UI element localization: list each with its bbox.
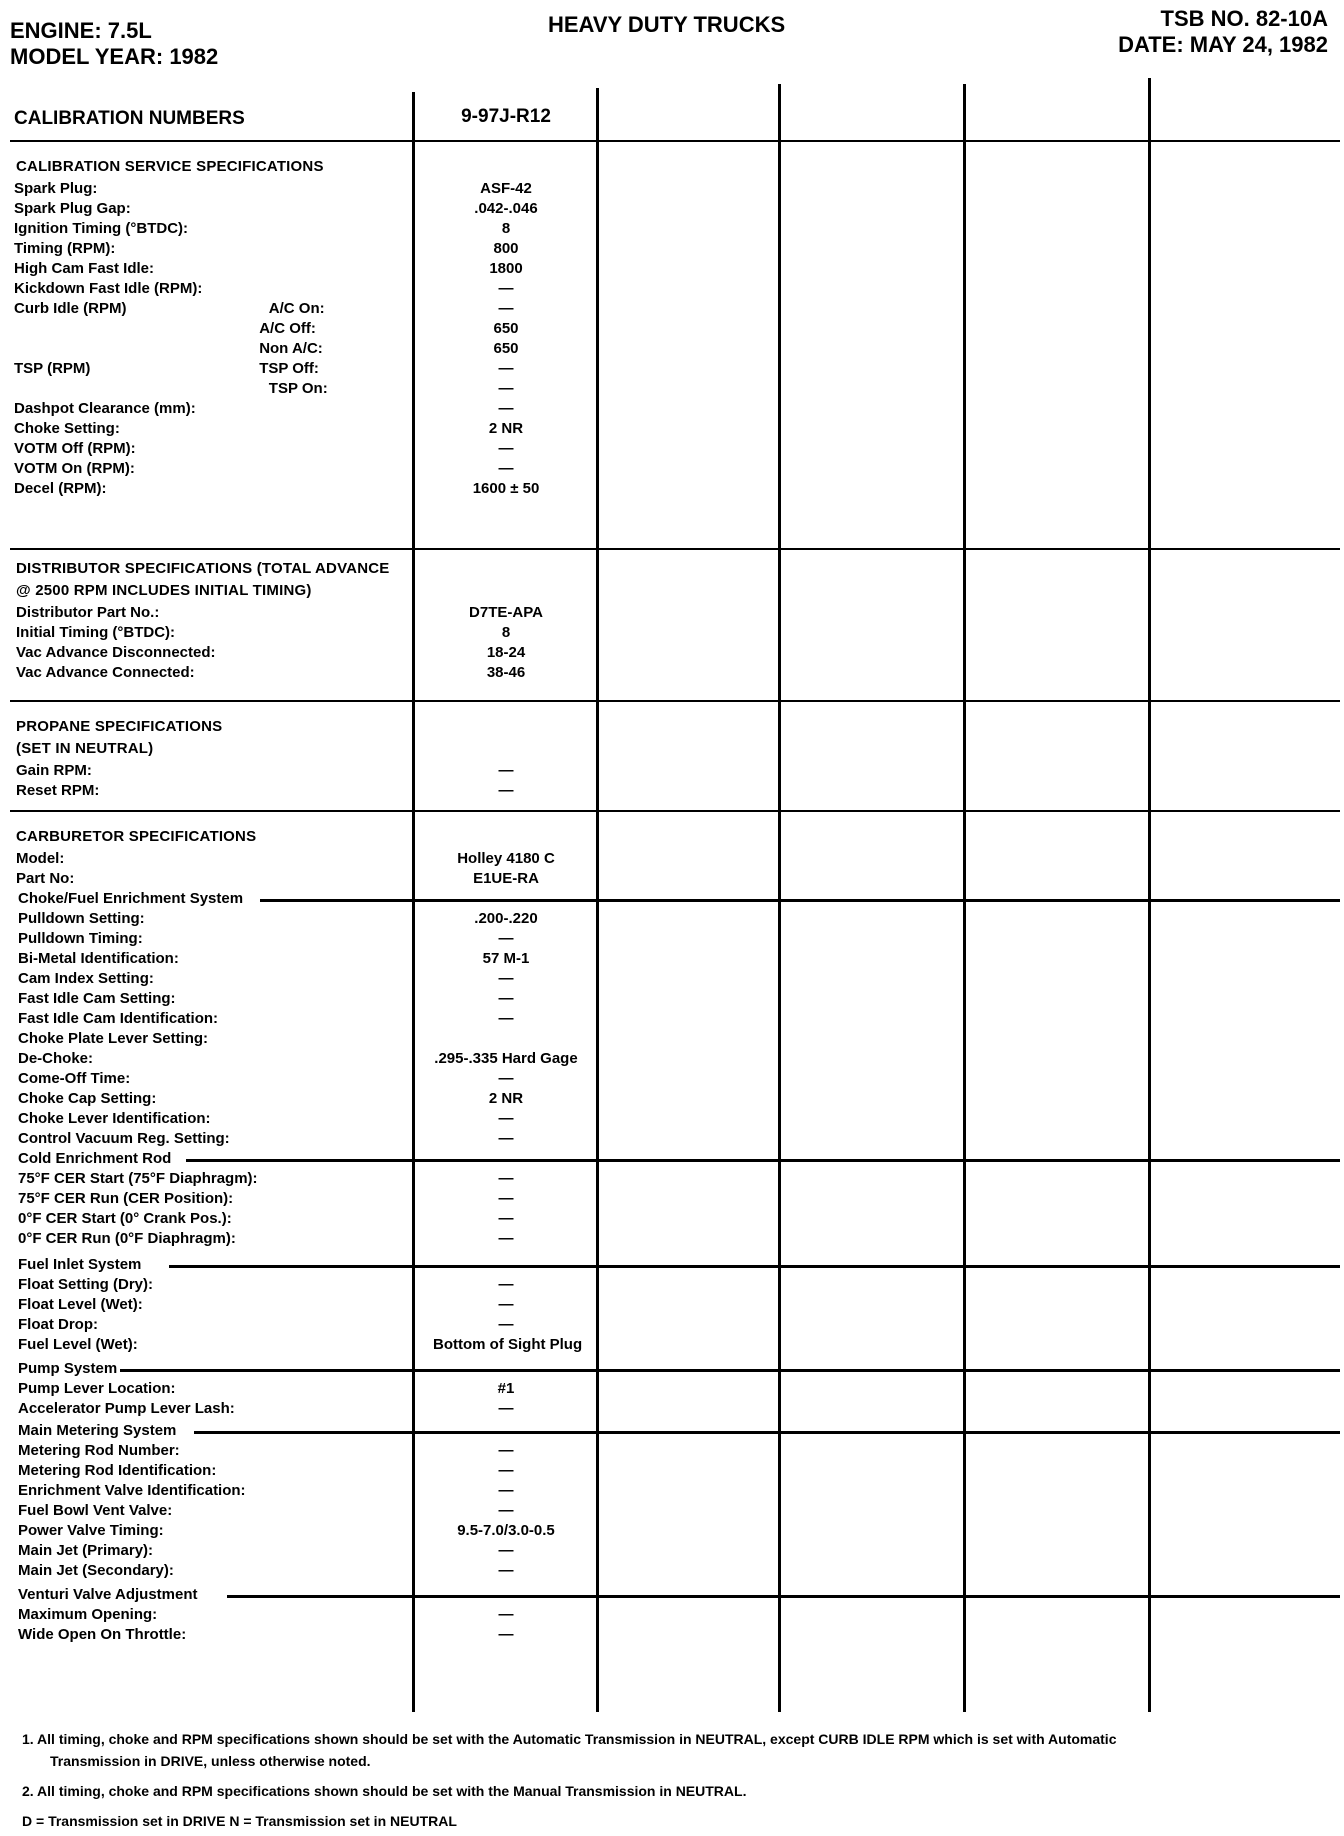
spec-sub-label: TSP Off: [259,360,319,377]
column-divider [1148,78,1151,1712]
propane-title-2: (SET IN NEUTRAL) [16,740,154,757]
spec-label: Fuel Level (Wet): [18,1336,138,1353]
spec-label: Gain RPM: [16,762,92,779]
spec-value: — [498,440,514,457]
spec-label: Spark Plug: [14,180,98,197]
spec-value: — [498,460,514,477]
spec-label: Choke Cap Setting: [18,1090,157,1107]
spec-value: 800 [493,240,519,257]
spec-label: Main Jet (Primary): [18,1542,154,1559]
spec-value: — [498,1400,514,1417]
spec-value: — [498,280,514,297]
spec-label: Accelerator Pump Lever Lash: [18,1400,235,1417]
subsection-rule [120,1369,1340,1372]
subsection-rule [227,1595,1340,1598]
spec-label: De-Choke: [18,1050,94,1067]
spec-label: 0°F CER Run (0°F Diaphragm): [18,1230,236,1247]
spec-label: Timing (RPM): [14,240,116,257]
spec-sub-label: A/C On: [268,300,325,317]
spec-value: ASF-42 [480,180,532,197]
spec-label: Initial Timing (°BTDC): [16,624,176,641]
spec-value: 8 [501,624,511,641]
calibration-numbers-label: CALIBRATION NUMBERS [14,108,245,129]
spec-label: Main Jet (Secondary): [18,1562,174,1579]
spec-sub-label: Non A/C: [259,340,323,357]
spec-value: .200-.220 [474,910,538,927]
note-1-line-2: Transmission in DRIVE, unless otherwise noted. [50,1753,371,1769]
spec-value: .295-.335 Hard Gage [434,1050,578,1067]
subsection-title: Venturi Valve Adjustment [18,1586,198,1603]
spec-label: Fast Idle Cam Identification: [18,1010,219,1027]
spec-value: — [498,1442,514,1459]
spec-label: Bi-Metal Identification: [18,950,179,967]
spec-label: Maximum Opening: [18,1606,158,1623]
spec-value: — [498,1210,514,1227]
spec-value: — [498,1606,514,1623]
spec-value: — [498,1626,514,1643]
spec-value: 18-24 [486,644,526,661]
spec-value: 2 NR [488,1090,524,1107]
distributor-title-2: @ 2500 RPM INCLUDES INITIAL TIMING) [16,582,312,599]
spec-value: Bottom of Sight Plug [433,1336,583,1353]
spec-label: 75°F CER Start (75°F Diaphragm): [18,1170,258,1187]
spec-label: Kickdown Fast Idle (RPM): [14,280,203,297]
spec-label: Ignition Timing (°BTDC): [14,220,189,237]
spec-value: — [498,970,514,987]
spec-value: 650 [493,320,519,337]
spec-label: Dashpot Clearance (mm): [14,400,196,417]
distributor-title-1: DISTRIBUTOR SPECIFICATIONS (TOTAL ADVANCE [16,560,390,577]
spec-value: — [498,1070,514,1087]
spec-label: Float Drop: [18,1316,98,1333]
spec-value: 8 [501,220,511,237]
spec-value: — [498,1130,514,1147]
spec-label: Choke Setting: [14,420,120,437]
transmission-legend: D = Transmission set in DRIVE N = Transmission set in NEUTRAL [22,1813,457,1829]
subsection-rule [186,1159,1340,1162]
spec-label: Pulldown Setting: [18,910,145,927]
column-divider [412,92,415,1712]
tsb-number: TSB NO. 82-10A [1160,6,1328,31]
subsection-title: Cold Enrichment Rod [18,1150,172,1167]
spec-label: Model: [16,850,65,867]
spec-label: Cam Index Setting: [18,970,154,987]
subsection-title: Choke/Fuel Enrichment System [18,890,244,907]
engine-label: ENGINE: 7.5L [10,18,152,43]
spec-value: 38-46 [486,664,526,681]
spec-value: — [498,1110,514,1127]
note-2: 2. All timing, choke and RPM specifications shown should be set with the Manual Transmission in NEUTRAL. [22,1783,747,1799]
spec-label: VOTM Off (RPM): [14,440,136,457]
spec-label: Choke Plate Lever Setting: [18,1030,209,1047]
subsection-rule [194,1431,1340,1434]
spec-value: — [498,400,514,417]
spec-value: — [498,782,514,799]
spec-label: Spark Plug Gap: [14,200,131,217]
subsection-title: Pump System [18,1360,118,1377]
spec-value: 1600 ± 50 [472,480,540,497]
spec-label: Vac Advance Disconnected: [16,644,216,661]
spec-value: — [498,1190,514,1207]
subsection-rule [260,899,1340,902]
spec-value: — [498,1542,514,1559]
spec-value: — [498,360,514,377]
model-year-label: MODEL YEAR: 1982 [10,44,219,69]
spec-label: Control Vacuum Reg. Setting: [18,1130,230,1147]
spec-label: Come-Off Time: [18,1070,131,1087]
spec-value: — [498,300,514,317]
spec-label: 75°F CER Run (CER Position): [18,1190,234,1207]
carburetor-title: CARBURETOR SPECIFICATIONS [16,828,257,845]
spec-value: — [498,762,514,779]
spec-value: — [498,1316,514,1333]
spec-value: Holley 4180 C [457,850,555,867]
spec-label: Part No: [16,870,75,887]
spec-label: Fast Idle Cam Setting: [18,990,176,1007]
spec-label: Reset RPM: [16,782,100,799]
spec-value: — [498,380,514,397]
section-rule [10,810,1340,812]
spec-label: Pulldown Timing: [18,930,143,947]
spec-value: #1 [497,1380,515,1397]
spec-label: Decel (RPM): [14,480,107,497]
subsection-rule [169,1265,1340,1268]
propane-title-1: PROPANE SPECIFICATIONS [16,718,223,735]
spec-value: — [498,1010,514,1027]
spec-label: Curb Idle (RPM) [14,300,127,317]
spec-value: 57 M-1 [482,950,530,967]
column-divider [778,84,781,1712]
section-rule [10,700,1340,702]
subsection-title: Main Metering System [18,1422,177,1439]
spec-value: — [498,1170,514,1187]
spec-value: D7TE-APA [469,604,543,621]
spec-label: Pump Lever Location: [18,1380,176,1397]
spec-label: VOTM On (RPM): [14,460,135,477]
spec-label: Enrichment Valve Identification: [18,1482,246,1499]
spec-value: — [498,1502,514,1519]
spec-value: .042-.046 [474,200,538,217]
spec-value: — [498,1276,514,1293]
section-rule [10,140,1340,142]
spec-value: — [498,1482,514,1499]
spec-value: — [498,1462,514,1479]
spec-label: Wide Open On Throttle: [18,1626,187,1643]
spec-label: Float Level (Wet): [18,1296,143,1313]
bulletin-date: DATE: MAY 24, 1982 [1118,32,1328,57]
column-divider [963,84,966,1712]
spec-value: E1UE-RA [473,870,539,887]
spec-label: 0°F CER Start (0° Crank Pos.): [18,1210,232,1227]
spec-value: — [498,930,514,947]
spec-label: Power Valve Timing: [18,1522,164,1539]
section-rule [10,548,1340,550]
spec-value: — [498,1296,514,1313]
calibration-service-title: CALIBRATION SERVICE SPECIFICATIONS [16,158,324,175]
spec-value: 2 NR [488,420,524,437]
spec-label: Metering Rod Number: [18,1442,180,1459]
subsection-title: Fuel Inlet System [18,1256,142,1273]
spec-label: Vac Advance Connected: [16,664,195,681]
spec-label: Metering Rod Identification: [18,1462,217,1479]
spec-sub-label: TSP On: [268,380,328,397]
spec-sub-label: A/C Off: [259,320,316,337]
spec-value: — [498,1562,514,1579]
spec-value: 9.5-7.0/3.0-0.5 [457,1522,555,1539]
spec-label: TSP (RPM) [14,360,91,377]
spec-label: Choke Lever Identification: [18,1110,211,1127]
spec-value: 650 [493,340,519,357]
spec-label: Fuel Bowl Vent Valve: [18,1502,173,1519]
page-title: HEAVY DUTY TRUCKS [548,12,786,37]
spec-value: — [498,1230,514,1247]
spec-label: Distributor Part No.: [16,604,160,621]
spec-label: High Cam Fast Idle: [14,260,155,277]
note-1-line-1: 1. All timing, choke and RPM specifications shown should be set with the Automatic Transmission in NEUTRAL, except CURB IDLE RPM which is set with Automatic [22,1731,1117,1747]
spec-label: Float Setting (Dry): [18,1276,153,1293]
spec-value: — [498,990,514,1007]
calibration-number-value: 9-97J-R12 [461,106,551,127]
spec-value: 1800 [489,260,523,277]
